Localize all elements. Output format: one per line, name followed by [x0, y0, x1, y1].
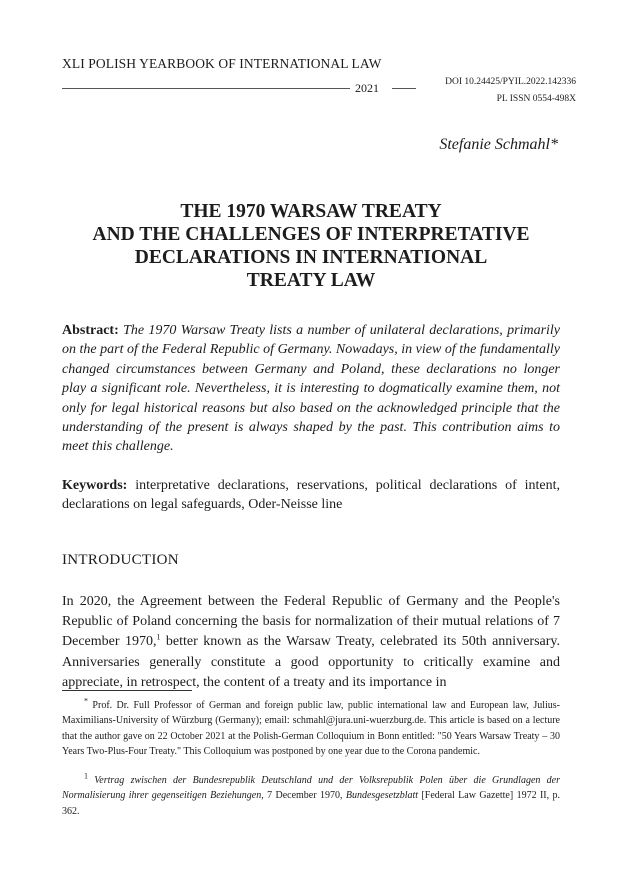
- footnote-mark: *: [84, 696, 88, 706]
- footnote-ref[interactable]: 1: [156, 632, 161, 642]
- keywords-label: Keywords:: [62, 478, 128, 493]
- title-line: TREATY LAW: [246, 270, 376, 291]
- footnote-tail: [Federal Law Gazette] 1972 II, p. 362.: [62, 790, 561, 817]
- footnote-1: [62, 773, 560, 819]
- title-line: THE 1970 WARSAW TREATY: [180, 201, 442, 222]
- intro-paragraph: [62, 592, 560, 693]
- header-rule-right: [392, 88, 416, 89]
- keywords: [62, 476, 560, 515]
- author-name: Stefanie Schmahl*: [439, 136, 558, 153]
- footnote-date: , 7 December 1970,: [261, 790, 346, 802]
- title-line: DECLARATIONS IN INTERNATIONAL: [134, 247, 488, 268]
- keywords-text: interpretative declarations, reservations, political declarations of intent, declarations on legal safeguards, Oder-Neisse line: [62, 478, 560, 513]
- footnote-author: [62, 698, 560, 760]
- title-line: AND THE CHALLENGES OF INTERPRETATIVE: [92, 224, 530, 245]
- journal-year: 2021: [355, 81, 379, 95]
- journal-title: XLI POLISH YEARBOOK OF INTERNATIONAL LAW: [62, 56, 382, 71]
- issn: PL ISSN 0554-498X: [496, 94, 576, 104]
- section-heading: INTRODUCTION: [62, 552, 179, 568]
- abstract-text: The 1970 Warsaw Treaty lists a number of unilateral declarations, primarily on the part of the Federal Republic of Germany. Nowadays, in view of the fundamentally changed circumstances between Germany and Poland, these declarations no longer play a significant role. Nevertheless, it is interesting to dogmatically examine them, not only for legal historical reasons but also based on the acknowledged principle that the understanding of the present is always shaped by the past. This contribution aims to meet this challenge.: [62, 323, 561, 455]
- intro-text: In 2020, the Agreement between the Federal Republic of Germany and the People's Republic of Poland concerning the basis for normalization of their mutual relations of 7 December 1970,: [62, 594, 560, 650]
- footnote-gazette: Bundesgesetzblatt: [345, 790, 419, 802]
- footnote-text: Prof. Dr. Full Professor of German and foreign public law, public international law and European law, Julius-Maximilians-University of Würzburg (Germany); email: schmahl@jura.uni-wuerzburg.de. This article is based on a lecture that the author gave on 22 October 2021 at the Polish-German Colloquium in Bonn entitled: "50 Years Warsaw Treaty – 30 Years Two-Plus-Four Treaty." This Colloquium was postponed by one year due to the Corona pandemic.: [62, 700, 561, 758]
- abstract-label: Abstract:: [62, 323, 119, 338]
- abstract: [62, 321, 560, 457]
- intro-text-cont: better known as the Warsaw Treaty, celebrated its 50th anniversary. Anniversaries generally constitute a good opportunity to critically examine and appreciate, in retrospect, the content of a treaty and its importance in: [62, 634, 560, 690]
- doi: DOI 10.24425/PYIL.2022.142336: [445, 77, 576, 87]
- footnote-mark: 1: [84, 771, 88, 781]
- header-rule-left: [62, 88, 350, 89]
- footnote-rule: [62, 690, 192, 691]
- article-title: [62, 200, 560, 292]
- footnote-treaty-title: Vertrag zwischen der Bundesrepublik Deutschland und der Volksrepublik Polen über die Grundlagen der Normalisierung ihrer gegenseitigen Beziehungen: [62, 775, 561, 802]
